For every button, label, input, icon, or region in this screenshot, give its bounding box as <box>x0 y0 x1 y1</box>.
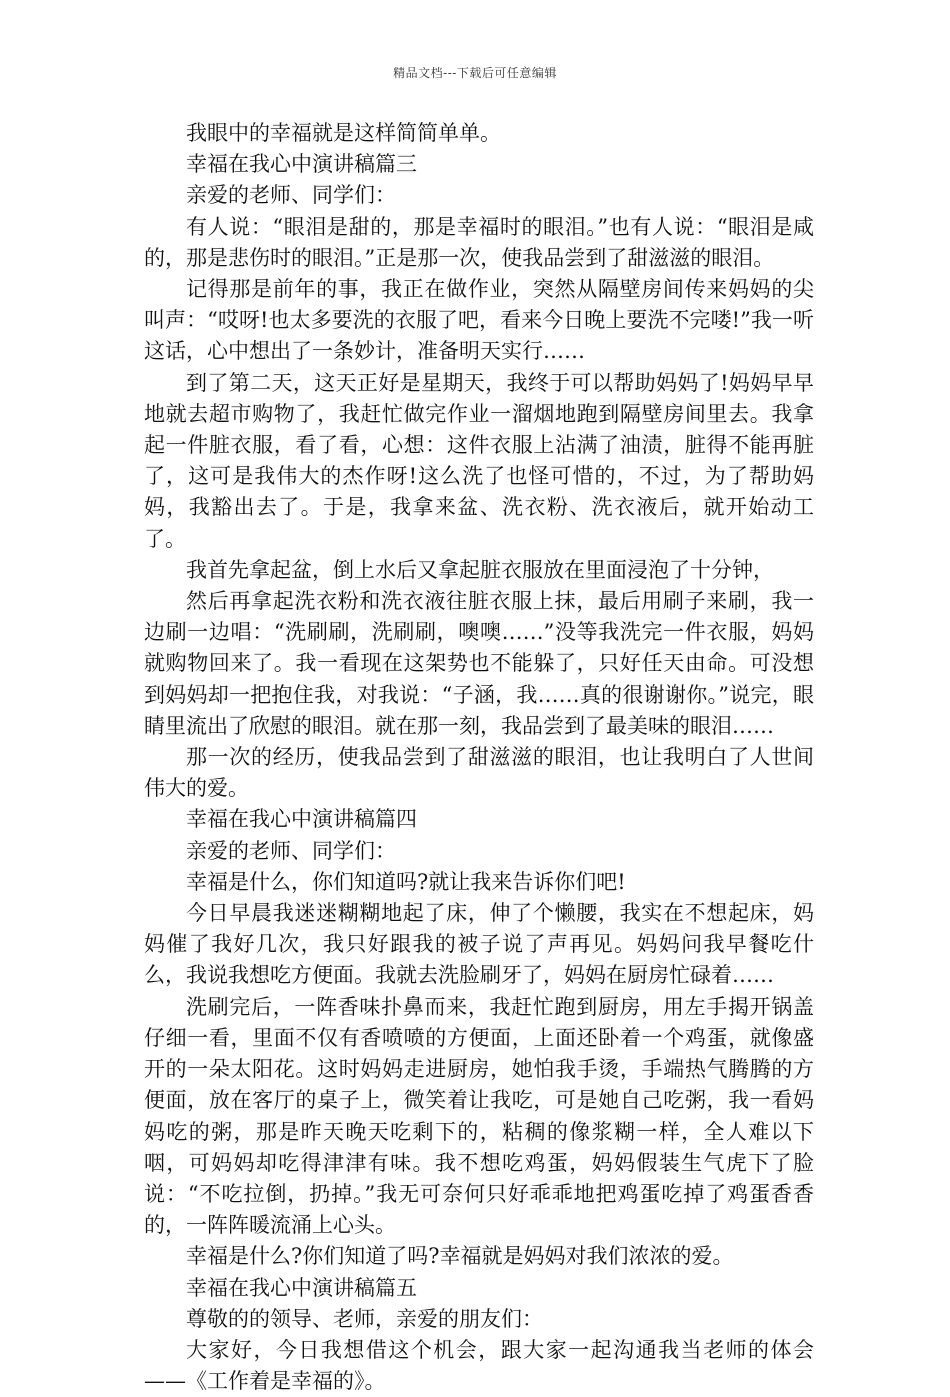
paragraph: 亲爱的老师、同学们： <box>186 183 396 208</box>
section-heading: 幸福在我心中演讲稿篇五 <box>186 1275 417 1300</box>
page-header: 精品文档---下载后可任意编辑 <box>393 66 557 80</box>
paragraph: 然后再拿起洗衣粉和洗衣液往脏衣服上抹，最后用刷子来刷，我一边刷一边唱：“洗刷刷，洗刷刷，噢噢……”没等我洗完一件衣服，妈妈就购物回来了。我一看现在这架势也不能躲了，只好任天由命。可没想到妈妈却一把抱住我，对我说：“子涵，我……真的很谢谢你。”说完，眼睛里流出了欣慰的眼泪。就在那一刻，我品尝到了最美味的眼泪…… <box>144 589 814 738</box>
paragraph: 有人说：“眼泪是甜的，那是幸福时的眼泪。”也有人说：“眼泪是咸的，那是悲伤时的眼泪。”正是那一次，使我品尝到了甜滋滋的眼泪。 <box>144 214 814 270</box>
paragraph: 幸福是什么，你们知道吗?就让我来告诉你们吧! <box>186 869 626 894</box>
paragraph: 我首先拿起盆，倒上水后又拿起脏衣服放在里面浸泡了十分钟， <box>186 557 774 582</box>
document-body <box>144 118 814 1397</box>
paragraph: 洗刷完后，一阵香味扑鼻而来，我赶忙跑到厨房，用左手揭开锅盖仔细一看，里面不仅有香喷喷的方便面，上面还卧着一个鸡蛋，就像盛开的一朵太阳花。这时妈妈走进厨房，她怕我手烫，手端热气腾腾的方便面，放在客厅的桌子上，微笑着让我吃，可是她自己吃粥，我一看妈妈吃的粥，那是昨天晚天吃剩下的，粘稠的像浆糊一样，全人难以下咽，可妈妈却吃得津津有味。我不想吃鸡蛋，妈妈假装生气虎下了脸说：“不吃拉倒，扔掉。”我无可奈何只好乖乖地把鸡蛋吃掉了鸡蛋香香的，一阵阵暖流涌上心头。 <box>144 994 814 1238</box>
paragraph: 那一次的经历，使我品尝到了甜滋滋的眼泪，也让我明白了人世间伟大的爱。 <box>144 745 814 801</box>
paragraph: 我眼中的幸福就是这样简简单单。 <box>186 121 501 145</box>
paragraph: 幸福是什么?你们知道了吗?幸福就是妈妈对我们浓浓的爱。 <box>186 1244 734 1269</box>
section-heading: 幸福在我心中演讲稿篇四 <box>186 807 417 832</box>
paragraph: 尊敬的的领导、老师，亲爱的朋友们： <box>186 1306 543 1331</box>
section-heading: 幸福在我心中演讲稿篇三 <box>186 152 417 177</box>
paragraph: 到了第二天，这天正好是星期天，我终于可以帮助妈妈了!妈妈早早地就去超市购物了，我赶忙做完作业一溜烟地跑到隔壁房间里去。我拿起一件脏衣服，看了看，心想：这件衣服上沾满了油渍，脏得不能再脏了，这可是我伟大的杰作呀!这么洗了也怪可惜的，不过，为了帮助妈妈，我豁出去了。于是，我拿来盆、洗衣粉、洗衣液后，就开始动工了。 <box>144 370 814 551</box>
paragraph: 大家好，今日我想借这个机会，跟大家一起沟通我当老师的体会——《工作着是幸福的》。 <box>144 1337 814 1394</box>
paragraph: 亲爱的老师、同学们： <box>186 838 396 863</box>
paragraph: 记得那是前年的事，我正在做作业，突然从隔壁房间传来妈妈的尖叫声：“哎呀!也太多要洗的衣服了吧，看来今日晚上要洗不完喽!”我一听这话，心中想出了一条妙计，准备明天实行…… <box>144 277 814 364</box>
paragraph: 今日早晨我迷迷糊糊地起了床，伸了个懒腰，我实在不想起床，妈妈催了我好几次，我只好跟我的被子说了声再见。妈妈问我早餐吃什么，我说我想吃方便面。我就去洗脸刷牙了，妈妈在厨房忙碌着…… <box>144 901 814 988</box>
